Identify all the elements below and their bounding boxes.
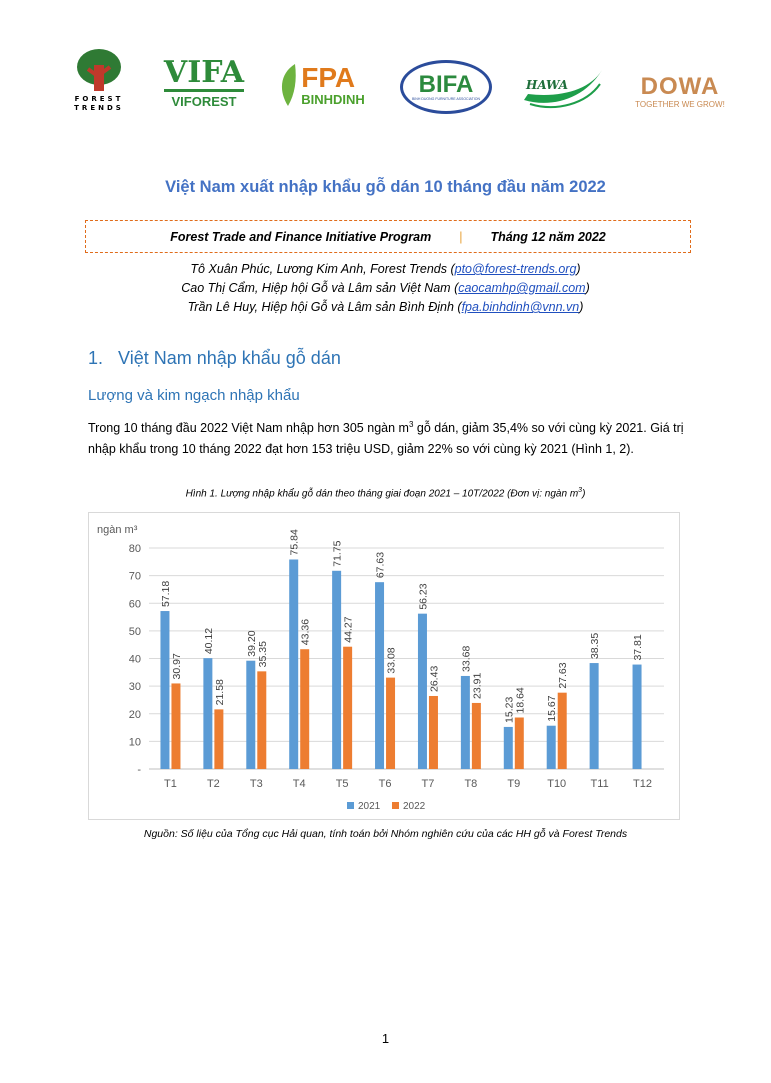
- viforest-logo: [161, 52, 247, 114]
- data-label: 15.23: [503, 696, 516, 723]
- bar-2022-T7: [429, 696, 438, 769]
- bar-2021-T4: [289, 559, 298, 769]
- x-tick-label: T3: [249, 778, 263, 790]
- author-line-3: [0, 300, 771, 314]
- author-1-text: Tô Xuân Phúc, Lương Kim Anh, Forest Trends (: [190, 262, 455, 276]
- data-label: 21.58: [213, 679, 226, 706]
- section-heading: 1. Việt Nam nhập khẩu gỗ dán: [88, 348, 341, 368]
- bar-chart: [89, 513, 679, 819]
- program-name: Forest Trade and Finance Initiative Program: [170, 229, 432, 244]
- data-label: 15.67: [546, 695, 559, 722]
- x-tick-label: T1: [164, 778, 177, 790]
- legend-swatch-2021: [347, 802, 354, 809]
- paragraph-part2: gỗ dán, giảm 35,4% so với cùng kỳ 2021. Giá trị nhập khẩu trong 10 tháng 2022 đạt hơn 153 triệu USD, giảm 22% so với cùng kỳ 2021 (Hình 1, 2).: [88, 421, 684, 457]
- x-tick-label: T4: [292, 778, 306, 790]
- y-axis-label: ngàn m³: [97, 524, 138, 536]
- program-date: Tháng 12 năm 2022: [490, 229, 606, 244]
- bar-2022-T9: [515, 718, 524, 769]
- bar-2022-T1: [171, 683, 180, 769]
- y-tick-label: 60: [128, 598, 141, 611]
- caption-close: ): [582, 488, 586, 500]
- bar-2021-T2: [203, 658, 212, 769]
- data-label: 43.36: [299, 618, 312, 646]
- author-line-1: [0, 262, 771, 276]
- bar-2022-T6: [386, 678, 395, 769]
- hawa-logo: [520, 64, 604, 112]
- x-tick-label: T10: [547, 778, 567, 790]
- viforest-mark: VIFA: [163, 55, 245, 90]
- data-label: 67.63: [374, 551, 387, 579]
- bar-2021-T12: [633, 665, 642, 769]
- x-tick-label: T8: [464, 778, 478, 790]
- author-3-email-link[interactable]: fpa.binhdinh@vnn.vn: [461, 300, 580, 314]
- intro-paragraph: [88, 414, 688, 460]
- subsection-heading: Lượng và kim ngạch nhập khẩu: [88, 387, 300, 404]
- author-2-text: Cao Thị Cẩm, Hiệp hội Gỗ và Lâm sản Việt Nam (: [181, 281, 459, 295]
- legend-swatch-2022: [392, 802, 399, 809]
- bar-2021-T9: [504, 727, 513, 769]
- legend-label-2022: 2022: [403, 801, 426, 812]
- author-3-text: Trần Lê Huy, Hiệp hội Gỗ và Lâm sản Bình Định (: [187, 300, 462, 314]
- data-label: 33.68: [460, 645, 473, 672]
- author-1-close: ): [576, 262, 581, 276]
- hawa-mark: HAWA: [526, 78, 569, 92]
- x-tick-label: T6: [378, 778, 392, 790]
- data-label: 33.08: [385, 647, 398, 674]
- viforest-text: VIFOREST: [171, 94, 237, 109]
- data-label: 40.12: [202, 627, 215, 655]
- data-label: 38.35: [589, 632, 602, 660]
- data-label: 27.63: [557, 662, 570, 689]
- bar-2022-T4: [300, 649, 309, 769]
- x-tick-label: T5: [335, 778, 349, 790]
- bar-2021-T5: [332, 571, 341, 769]
- author-2-close: ): [585, 281, 590, 295]
- bar-2022-T3: [257, 671, 266, 769]
- bar-2021-T7: [418, 614, 427, 769]
- data-label: 26.43: [428, 665, 441, 692]
- author-line-2: [0, 281, 771, 295]
- dowa-logo: [628, 70, 732, 112]
- forest-trends-line2: TRENDS: [74, 104, 124, 112]
- paragraph-sup: 3: [408, 420, 414, 429]
- bar-2022-T10: [558, 693, 567, 769]
- fpa-binhdinh-logo: [275, 58, 367, 112]
- caption-sup: 3: [578, 487, 583, 494]
- forest-trends-line1: FOREST: [74, 95, 124, 103]
- program-separator: |: [459, 229, 463, 244]
- y-tick-label: -: [137, 764, 141, 776]
- y-tick-label: 10: [128, 736, 141, 749]
- leaf-icon: [277, 62, 299, 108]
- forest-trends-logo: [64, 44, 134, 116]
- bifa-text: BINH DUONG FURNITURE ASSOCIATION: [412, 97, 480, 101]
- program-box: [85, 220, 691, 253]
- data-label: 37.81: [632, 634, 645, 661]
- bifa-logo: [400, 60, 492, 114]
- x-tick-label: T7: [421, 778, 435, 790]
- figure-caption: [0, 487, 771, 499]
- bar-2022-T5: [343, 647, 352, 769]
- document-title: Việt Nam xuất nhập khẩu gỗ dán 10 tháng đầu năm 2022: [165, 178, 606, 196]
- bar-2022-T8: [472, 703, 481, 769]
- y-tick-label: 50: [128, 625, 141, 638]
- bar-2021-T6: [375, 582, 384, 769]
- bar-2021-T8: [461, 676, 470, 769]
- y-tick-label: 70: [128, 570, 141, 583]
- chart-frame: [88, 512, 680, 820]
- author-3-close: ): [579, 300, 584, 314]
- data-label: 57.18: [159, 580, 172, 608]
- data-label: 18.64: [514, 687, 527, 714]
- data-label: 23.91: [471, 672, 484, 699]
- x-tick-label: T2: [206, 778, 220, 790]
- y-tick-label: 80: [128, 543, 141, 555]
- paragraph-part1: Trong 10 tháng đầu 2022 Việt Nam nhập hơn 305 ngàn m: [88, 421, 409, 436]
- bar-2021-T1: [160, 611, 169, 769]
- bar-2021-T11: [590, 663, 599, 769]
- data-label: 39.20: [245, 630, 258, 657]
- page-number: 1: [381, 1031, 390, 1046]
- y-tick-label: 40: [128, 653, 141, 666]
- data-label: 30.97: [170, 653, 183, 680]
- author-1-email-link[interactable]: pto@forest-trends.org: [454, 262, 577, 276]
- data-label: 75.84: [288, 529, 301, 556]
- tree-icon: [74, 47, 124, 95]
- legend-label-2021: 2021: [358, 801, 381, 812]
- fpa-text: BINHDINH: [301, 91, 365, 107]
- data-label: 44.27: [342, 616, 355, 643]
- data-label: 71.75: [331, 540, 344, 567]
- y-tick-label: 30: [128, 681, 141, 694]
- bifa-mark: BIFA: [418, 71, 474, 98]
- fpa-mark: FPA: [301, 61, 356, 93]
- bar-2021-T10: [547, 726, 556, 769]
- x-tick-label: T12: [633, 778, 653, 790]
- dowa-text: TOGETHER WE GROW!: [635, 99, 725, 109]
- x-tick-label: T9: [507, 778, 521, 790]
- author-2-email-link[interactable]: caocamhp@gmail.com: [458, 281, 586, 295]
- caption-text: Hình 1. Lượng nhập khẩu gỗ dán theo tháng giai đoạn 2021 – 10T/2022 (Đơn vị: ngàn m: [185, 488, 579, 500]
- bar-2022-T2: [214, 709, 223, 769]
- data-label: 56.23: [417, 583, 430, 610]
- bar-2021-T3: [246, 661, 255, 769]
- source-note: Nguồn: Số liệu của Tổng cục Hải quan, tính toán bởi Nhóm nghiên cứu của các HH gỗ và Forest Trends: [143, 828, 628, 840]
- y-tick-label: 20: [128, 708, 141, 721]
- x-tick-label: T11: [590, 778, 609, 790]
- data-label: 35.35: [256, 641, 269, 668]
- dowa-mark: DOWA: [640, 72, 720, 100]
